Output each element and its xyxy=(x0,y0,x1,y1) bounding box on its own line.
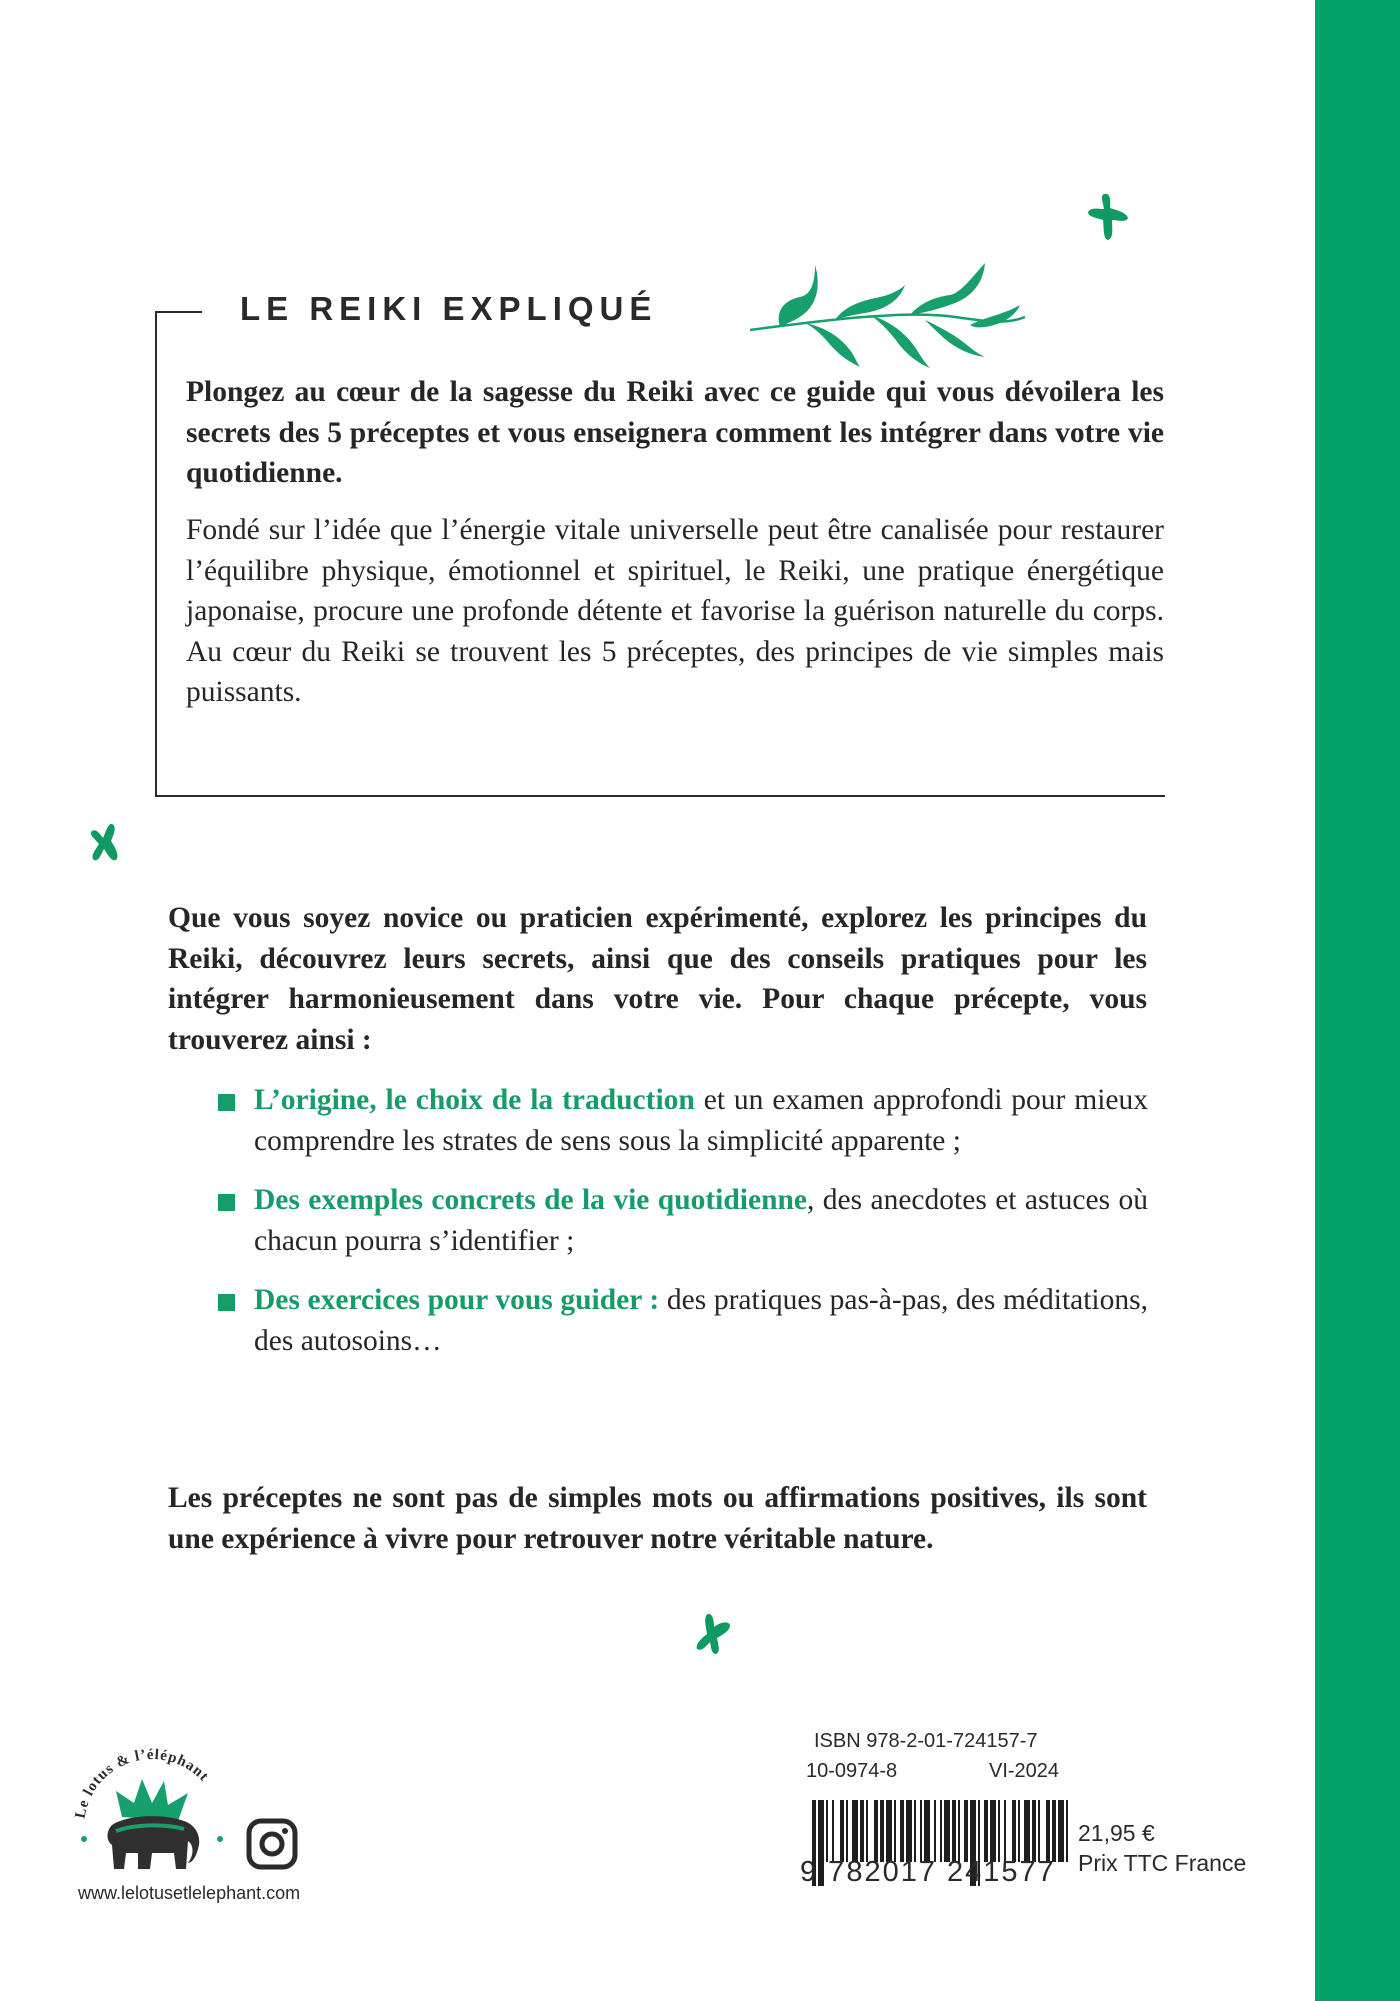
publisher-logo xyxy=(72,1745,232,1885)
feature-list-item xyxy=(218,1080,1148,1161)
cross-icon xyxy=(1084,190,1134,244)
square-bullet-icon xyxy=(218,1094,235,1111)
cross-icon xyxy=(692,1610,734,1658)
publisher-logo-text: Le lotus & l’éléphant xyxy=(72,1746,212,1820)
frame-left-line xyxy=(155,311,157,797)
frame-top-line xyxy=(156,311,202,313)
publisher-website-link[interactable]: www.lelotusetlelephant.com xyxy=(78,1883,301,1903)
barcode-bar xyxy=(952,1800,956,1862)
barcode-bar xyxy=(958,1800,960,1862)
barcode-bar xyxy=(920,1800,922,1862)
barcode-bar xyxy=(998,1800,1000,1862)
barcode-bar xyxy=(1018,1800,1020,1862)
barcode-bar xyxy=(874,1800,878,1862)
barcode-bar xyxy=(840,1800,844,1862)
feature-list-item xyxy=(218,1280,1148,1361)
barcode-bar xyxy=(1038,1800,1040,1862)
barcode-bar xyxy=(846,1800,848,1862)
section-title: LE REIKI EXPLIQUÉ xyxy=(240,290,658,327)
barcode-bar xyxy=(880,1800,884,1862)
barcode-bar xyxy=(1004,1800,1006,1862)
cross-icon xyxy=(86,820,124,866)
barcode-bar xyxy=(1046,1800,1050,1862)
frame-bottom-line xyxy=(155,795,1165,797)
barcode-bar xyxy=(1058,1800,1064,1862)
square-bullet-icon xyxy=(218,1194,235,1211)
barcode-bar xyxy=(1024,1800,1030,1862)
barcode-bar xyxy=(866,1800,868,1862)
barcode-bar xyxy=(1032,1800,1036,1862)
barcode-bar xyxy=(990,1800,996,1862)
barcode-bar xyxy=(1066,1800,1068,1862)
green-side-band xyxy=(1315,0,1400,2001)
edition-date: VI-2024 xyxy=(989,1760,1060,1782)
barcode-bar xyxy=(944,1800,950,1862)
product-code: 10-0974-8 xyxy=(806,1760,898,1782)
barcode-bar xyxy=(934,1800,936,1862)
barcode-bar xyxy=(984,1800,988,1862)
price-note: Prix TTC France xyxy=(1078,1850,1247,1876)
feature-highlight: L’origine, le choix de la traduction xyxy=(254,1084,695,1116)
barcode-bar xyxy=(914,1800,916,1862)
barcode-bar xyxy=(826,1800,828,1862)
feature-highlight: Des exercices pour vous guider : xyxy=(254,1284,660,1316)
barcode-bar xyxy=(894,1800,896,1862)
closing-paragraph: Les préceptes ne sont pas de simples mots ou affirmations positives, ils sont une expérience à vivre pour retrouver notre véritable nature. xyxy=(168,1482,1147,1555)
barcode-bar xyxy=(1012,1800,1016,1862)
barcode-bar xyxy=(924,1800,930,1862)
isbn-text: ISBN 978-2-01-724157-7 xyxy=(814,1730,1038,1752)
barcode-bar xyxy=(906,1800,912,1862)
barcode-bar xyxy=(1052,1800,1056,1862)
barcode-bar xyxy=(886,1800,892,1862)
barcode-bar xyxy=(900,1800,904,1862)
price: 21,95 € xyxy=(1078,1820,1155,1846)
details-intro-paragraph: Que vous soyez novice ou praticien expérimenté, explorez les principes du Reiki, découvrez leurs secrets, ainsi que des conseils pratiques pour les intégrer harmonieusement dans votre vie. Pour chaque précepte, vous trouverez ainsi : xyxy=(168,902,1147,1056)
feature-list-item xyxy=(218,1180,1148,1261)
leaf-branch-icon xyxy=(745,255,1030,370)
barcode-bar xyxy=(940,1800,942,1862)
intro-body-paragraph: Fondé sur l’idée que l’énergie vitale universelle peut être canalisée pour restaurer l’équilibre physique, émotionnel et spirituel, le Reiki, une pratique énergétique japonaise, procure une profonde détente et favorise la guérison naturelle du corps. Au cœur du Reiki se trouvent les 5 préceptes, des principes de vie simples mais puissants. xyxy=(186,514,1164,708)
feature-description: , des anecdotes et astuces où chacun pourra s’identifier ; xyxy=(254,1184,1148,1257)
feature-highlight: Des exemples concrets de la vie quotidienne xyxy=(254,1184,807,1216)
square-bullet-icon xyxy=(218,1294,235,1311)
feature-description: et un examen approfondi pour mieux comprendre les strates de sens sous la simplicité apparente ; xyxy=(254,1084,1149,1157)
feature-list xyxy=(218,1080,1148,1380)
barcode-bar xyxy=(860,1800,864,1862)
instagram-icon[interactable] xyxy=(245,1817,299,1871)
barcode-digits: 9 782017 241577 xyxy=(800,1856,1056,1888)
barcode-bar xyxy=(852,1800,858,1862)
intro-lead-paragraph: Plongez au cœur de la sagesse du Reiki avec ce guide qui vous dévoilera les secrets des 5 préceptes et vous enseignera comment les intégrer dans votre vie quotidienne. xyxy=(186,376,1164,489)
barcode-bar xyxy=(964,1800,968,1862)
feature-description: des pratiques pas-à-pas, des méditations, des autosoins… xyxy=(254,1284,1148,1357)
barcode-bar xyxy=(832,1800,834,1862)
